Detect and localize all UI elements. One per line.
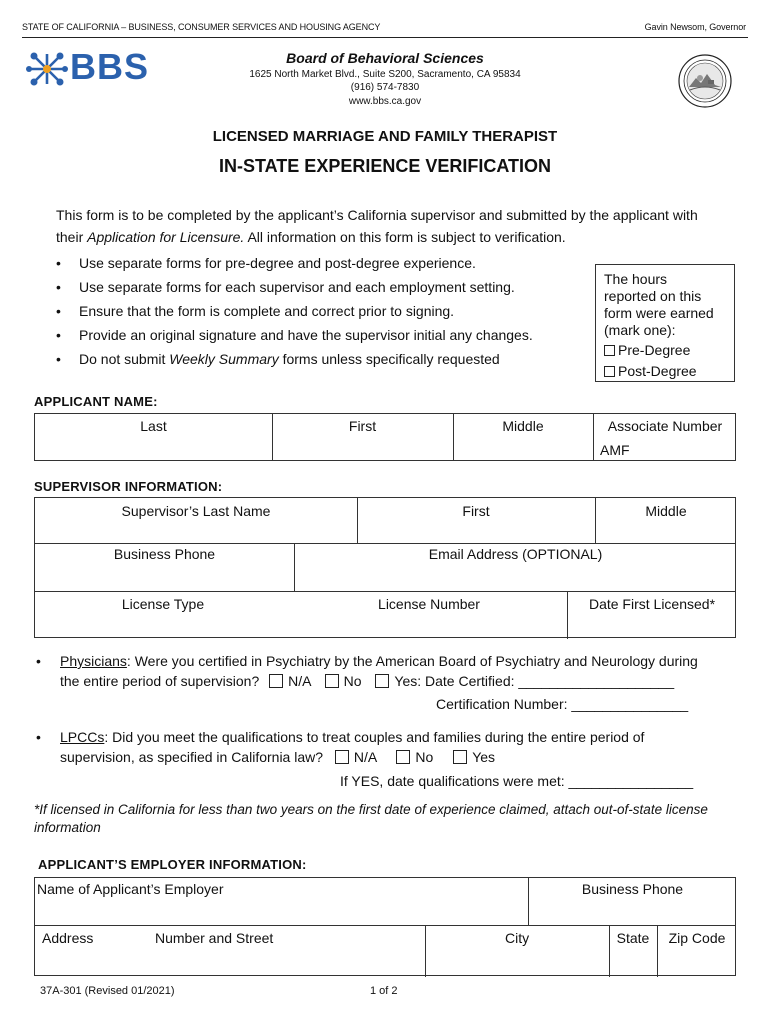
board-website: www.bbs.ca.gov [348,96,422,107]
physicians-options: the entire period of supervision? N/A No Yes: Date Certified: ____________________ [60,673,675,689]
employer-address-label: Address [42,930,94,946]
supervisor-section-label: SUPERVISOR INFORMATION: [34,479,223,494]
license-number-field[interactable]: License Number [378,596,480,612]
date-first-licensed-field[interactable]: Date First Licensed* [588,596,716,612]
employer-name-field[interactable]: Name of Applicant’s Employer [37,881,224,897]
board-address: 1625 North Market Blvd., Suite S200, Sacramento, CA 95834 [249,69,521,80]
email-field[interactable]: Email Address (OPTIONAL) [428,546,603,562]
intro-text: This form is to be completed by the applicant’s California supervisor and submitted by the applicant with their [56,207,698,245]
employer-state-field[interactable]: State [616,930,650,946]
applicant-section-label: APPLICANT NAME: [34,394,158,409]
applicant-first-field[interactable]: First [348,418,377,434]
header-bar [22,22,748,36]
logo-mark-icon [26,50,70,88]
supervisor-last-field[interactable]: Supervisor’s Last Name [121,503,271,519]
intro-text-end: All information on this form is subject to verification. [244,229,566,245]
form-id: 37A-301 (Revised 01/2021) [40,985,175,997]
header-divider [22,37,748,38]
logo-text: BBS [70,46,150,87]
physicians-no-checkbox[interactable] [325,674,339,688]
supervisor-info-table [34,497,736,638]
governor-text: Gavin Newsom, Governor [644,22,746,32]
employer-street-field[interactable]: Number and Street [155,930,274,946]
lpccs-no-checkbox[interactable] [396,750,410,764]
bbs-logo [26,46,168,88]
hours-earned-box: The hours reported on this form were earned (mark one): Pre-Degree Post-Degree [595,264,735,382]
physicians-na-checkbox[interactable] [269,674,283,688]
applicant-middle-field[interactable]: Middle [502,418,544,434]
board-phone: (916) 574-7830 [350,82,420,93]
employer-zip-field[interactable]: Zip Code [668,930,726,946]
supervisor-middle-field[interactable]: Middle [645,503,687,519]
agency-text: STATE OF CALIFORNIA – BUSINESS, CONSUMER SERVICES AND HOUSING AGENCY [22,22,381,32]
lpccs-question: LPCCs: Did you meet the qualifications to treat couples and families during the entire period of [60,729,645,745]
certification-number-field[interactable]: Certification Number: _______________ [436,696,689,712]
form-title-line1: LICENSED MARRIAGE AND FAMILY THERAPIST [212,128,558,145]
supervisor-first-field[interactable]: First [462,503,490,519]
page-number: 1 of 2 [370,985,398,997]
bullet-dot: • [36,653,41,669]
applicant-name-table [34,413,736,461]
qualifications-date-field[interactable]: If YES, date qualifications were met: ________________ [340,773,694,789]
pre-degree-checkbox[interactable] [604,345,615,356]
physicians-question: Physicians: Were you certified in Psychiatry by the American Board of Psychiatry and Neurology during [60,653,698,669]
bullet-dot: • [36,729,41,745]
employer-section-label: APPLICANT’S EMPLOYER INFORMATION: [38,857,307,872]
employer-info-table [34,877,736,976]
lpccs-na-checkbox[interactable] [335,750,349,764]
business-phone-field[interactable]: Business Phone [113,546,216,562]
state-seal-icon [678,54,732,108]
associate-number-label: Associate Number [607,418,723,434]
associate-number-field[interactable]: AMF [600,442,630,458]
applicant-last-field[interactable]: Last [140,418,167,434]
physicians-yes-checkbox[interactable] [375,674,389,688]
board-name: Board of Behavioral Sciences [286,50,484,66]
license-note: *If licensed in California for less than two years on the first date of experience claimed, attach out-of-state license information [34,802,708,835]
post-degree-option[interactable]: Post-Degree [604,363,726,380]
license-type-field[interactable]: License Type [121,596,205,612]
lpccs-yes-checkbox[interactable] [453,750,467,764]
pre-degree-option[interactable]: Pre-Degree [604,342,726,359]
intro-paragraph [56,204,716,248]
lpccs-options: supervision, as specified in California law? N/A No Yes [60,749,496,765]
employer-city-field[interactable]: City [505,930,530,946]
form-title-line2: IN-STATE EXPERIENCE VERIFICATION [218,156,552,176]
intro-italic: Application for Licensure. [87,229,245,245]
post-degree-checkbox[interactable] [604,366,615,377]
employer-phone-field[interactable]: Business Phone [581,881,684,897]
